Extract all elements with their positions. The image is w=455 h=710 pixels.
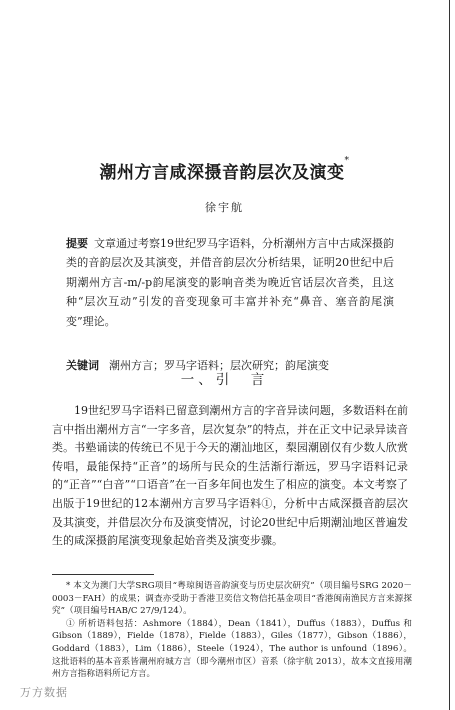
margin-rule bbox=[449, 0, 450, 710]
body-paragraph: 19世纪罗马字语料已留意到潮州方言的字音异读问题，多数语料在前言中指出潮州方言“一字多音，层次复杂”的特点，并在正文中记录异读音类。书塾诵读的传统已不见于今天的潮汕地区，梨园潮剧仅有少数人欣赏传唱，最能保持“正音”的场所与民众的生活渐行渐远，罗马字语料记录的“正音”“白音”“口语音”在一百多年间也发生了相应的演变。本文考察了出版于19世纪的12本潮州方言罗马字语料①，分析中古咸深摄音韵层次及其演变，并借层次分布及演变情况，讨论20世纪中后期潮汕地区普遍发生的咸深摄韵尾演变现象起始音类及演变步骤。 bbox=[52, 404, 408, 548]
section-heading: 一、引 言 bbox=[180, 372, 269, 388]
abstract-text: 文章通过考察19世纪罗马字语料，分析潮州方言中古咸深摄韵类的音韵层次及其演变，并借音韵层次分析结果，证明20世纪中后期潮州方言-m/-p韵尾演变的影响音类为晚近官话层次音类，且这种“层次互动”引发的音变现象可丰富并补充“鼻音、塞音韵尾演变”理论。 bbox=[66, 237, 394, 328]
title-footnote-mark: * bbox=[344, 156, 350, 166]
footnotes bbox=[52, 580, 412, 681]
keywords-text: 潮州方言；罗马字语料；层次研究；韵尾演变 bbox=[109, 359, 329, 372]
author-name: 徐宇航 bbox=[205, 201, 244, 214]
abstract-label: 提要 bbox=[66, 237, 88, 250]
footnote-funding: * 本文为澳门大学SRG项目“粤琼闽语音韵演变与历史层次研究”（项目编号SRG 2020－0003－FAH）的成果；调查亦受助于香港卫奕信文物信托基金项目“香港闽南渔民方言来源探究”（项目编号HAB/C 27/9/124）。 bbox=[52, 581, 412, 617]
keywords-label: 关键词 bbox=[66, 359, 99, 372]
abstract bbox=[66, 234, 394, 331]
footnote-rule bbox=[52, 574, 154, 575]
paper-title-text: 潮州方言咸深摄音韵层次及演变 bbox=[99, 163, 345, 183]
watermark-text: 万方数据 bbox=[20, 686, 68, 699]
paper-title bbox=[0, 158, 449, 183]
footnote-sources: ① 所析语料包括：Ashmore（1884），Dean（1841），Duffus（1883），Duffus 和 Gibson（1889），Fielde（1878），Fielde（1883），Giles（1877），Gibson（1886），Goddard（1883），Lim（1886），Steele（1924），The author is unfound（1896）。这批语料的基本音系皆潮州府城方言（即今潮州市区）音系（徐宇航 2013），故本文直接用潮州方言指称语料所记方言。 bbox=[52, 618, 412, 680]
